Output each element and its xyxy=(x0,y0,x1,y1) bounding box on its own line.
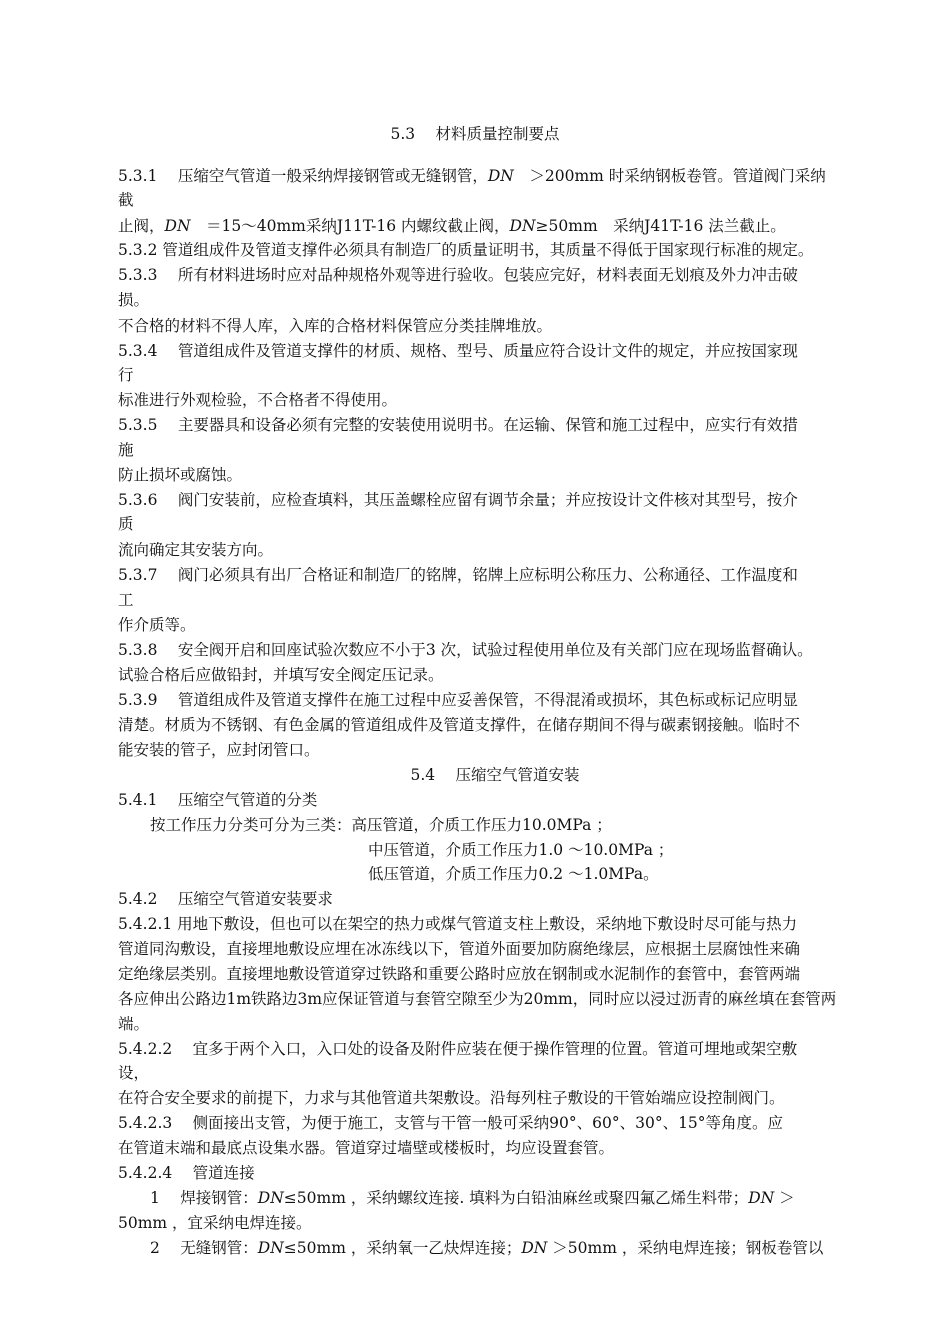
paragraph-line-wrap: 设， xyxy=(118,1064,150,1082)
list-item-1-cont: 50mm ，宜采纳电焊连接。 xyxy=(118,1214,312,1232)
paragraph-line: 5.4.2 压缩空气管道安装要求 xyxy=(118,890,333,908)
section-heading-5-4: 5.4 压缩空气管道安装 xyxy=(410,766,580,784)
paragraph-line: 不合格的材料不得人库，入库的合格材料保管应分类挂牌堆放。 xyxy=(118,317,553,335)
paragraph-line: 5.4.2.2 宜多于两个入口，入口处的设备及附件应装在便于操作管理的位置。管道可埋地或架空敷 xyxy=(118,1040,798,1058)
paragraph-line: 端。 xyxy=(118,1015,150,1033)
paragraph-line: 5.4.1 压缩空气管道的分类 xyxy=(118,791,318,809)
paragraph-line: 定绝缘层类别。直接埋地敷设管道穿过铁路和重要公路时应放在钢制或水泥制作的套管中，套管两端 xyxy=(118,965,801,983)
paragraph-line-wrap: 行 xyxy=(118,366,134,384)
paragraph-line: 5.4.2.1 用地下敷设，但也可以在架空的热力或煤气管道支柱上敷设，采纳地下敷设时尽可能与热力 xyxy=(118,915,798,933)
paragraph-line: 能安装的管子，应封闭管口。 xyxy=(118,741,320,759)
paragraph-line: 5.4.2.3 侧面接出支管，为便于施工，支管与干管一般可采纳90°、60°、30°、15°等角度。应 xyxy=(118,1114,784,1132)
paragraph-line: 5.3.4 管道组成件及管道支撑件的材质、规格、型号、质量应符合设计文件的规定，并应按国家现 xyxy=(118,342,798,360)
paragraph-line: 作介质等。 xyxy=(118,616,196,634)
paragraph-line: 试验合格后应做铅封，并填写安全阀定压记录。 xyxy=(118,666,444,684)
list-item-1: 1 焊接钢管：DN≤50mm ，采纳螺纹连接. 填料为白铅油麻丝或聚四氟乙烯生料带；DN ＞ xyxy=(150,1189,795,1207)
paragraph-line-wrap: 工 xyxy=(118,591,134,609)
section-heading-5-3: 5.3 材料质量控制要点 xyxy=(390,125,560,143)
paragraph-line: 5.3.8 安全阀开启和回座试验次数应不小于3 次，试验过程使用单位及有关部门应在现场监督确认。 xyxy=(118,641,813,659)
paragraph-line-wrap: 施 xyxy=(118,441,134,459)
paragraph-line: 管道同沟敷设，直接埋地敷设应埋在冰冻线以下，管道外面要加防腐绝缘层，应根据土层腐蚀性来确 xyxy=(118,940,801,958)
paragraph-line: 流向确定其安装方向。 xyxy=(118,541,274,559)
list-item-2: 2 无缝钢管：DN≤50mm ，采纳氧一乙炔焊连接；DN ＞50mm ，采纳电焊连接；钢板卷管以 xyxy=(150,1239,824,1257)
paragraph-line: 在管道末端和最底点设集水器。管道穿过墙壁或楼板时，均应设置套管。 xyxy=(118,1139,615,1157)
paragraph-line: 5.3.5 主要器具和设备必须有完整的安装使用说明书。在运输、保管和施工过程中，应实行有效措 xyxy=(118,416,798,434)
paragraph-line-wrap: 损。 xyxy=(118,291,150,309)
paragraph-line: 5.3.1 压缩空气管道一般采纳焊接钢管或无缝钢管，DN ＞200mm 时采纳钢板卷管。管道阀门采纳 xyxy=(118,167,826,185)
paragraph-line: 5.4.2.4 管道连接 xyxy=(118,1164,255,1182)
paragraph-line: 标准进行外观检验，不合格者不得使用。 xyxy=(118,391,398,409)
paragraph-line: 各应伸出公路边1m铁路边3m应保证管道与套管空隙至少为20mm，同时应以浸过沥青的麻丝填在套管两 xyxy=(118,990,837,1008)
paragraph-line: 5.3.9 管道组成件及管道支撑件在施工过程中应妥善保管，不得混淆或损坏，其色标或标记应明显 xyxy=(118,691,798,709)
pressure-class-high: 按工作压力分类可分为三类：高压管道，介质工作压力10.0MPa ； xyxy=(150,816,612,834)
paragraph-line: 5.3.6 阀门安装前，应检查填料，其压盖螺栓应留有调节余量；并应按设计文件核对其型号，按介 xyxy=(118,491,798,509)
paragraph-line: 5.3.2 管道组成件及管道支撑件必须具有制造厂的质量证明书，其质量不得低于国家现行标准的规定。 xyxy=(118,241,814,259)
paragraph-line: 止阀，DN ＝15～40mm采纳J11T-16 内螺纹截止阀，DN≥50mm 采纳J41T-16 法兰截止。 xyxy=(118,217,786,235)
paragraph-line-wrap: 质 xyxy=(118,515,134,533)
paragraph-line-wrap: 截 xyxy=(118,191,134,209)
paragraph-line: 5.3.3 所有材料进场时应对品种规格外观等进行验收。包装应完好，材料表面无划痕及外力冲击破 xyxy=(118,266,798,284)
paragraph-line: 清楚。材质为不锈钢、有色金属的管道组成件及管道支撑件，在储存期间不得与碳素钢接触。临时不 xyxy=(118,716,801,734)
paragraph-line: 5.3.7 阀门必须具有出厂合格证和制造厂的铭牌，铭牌上应标明公称压力、公称通径、工作温度和 xyxy=(118,566,798,584)
pressure-class-medium: 中压管道，介质工作压力1.0 ～10.0MPa ； xyxy=(368,841,674,859)
pressure-class-low: 低压管道，介质工作压力0.2 ～1.0MPa。 xyxy=(368,865,659,883)
paragraph-line: 防止损坏或腐蚀。 xyxy=(118,466,243,484)
paragraph-line: 在符合安全要求的前提下，力求与其他管道共架敷设。沿每列柱子敷设的干管始端应设控制阀门。 xyxy=(118,1089,785,1107)
